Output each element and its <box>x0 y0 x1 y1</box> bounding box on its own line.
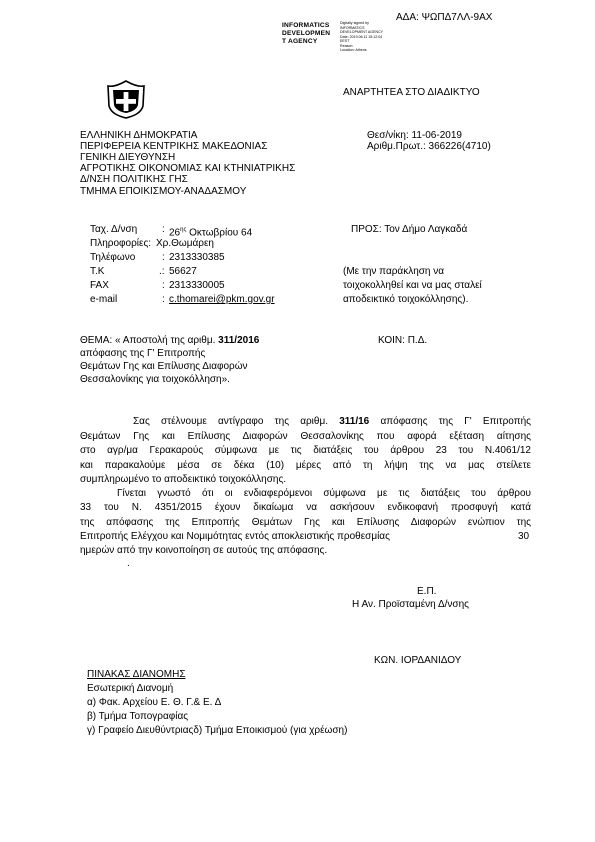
contact-address: $26^{\eta\varsigma}$ Οκτωβρίου 64 <box>169 227 253 239</box>
contact-sep: : <box>162 294 165 305</box>
signature-ep: Ε.Π. <box>417 586 437 597</box>
body-line: της απόφασης της Επιτροπής Θεμάτων Γης και Επίλυσης Διαφορών ενώπιον της <box>80 517 531 528</box>
distribution-item: β) Τμήμα Τοπογραφίας <box>87 711 189 722</box>
contact-label: Τηλέφωνο <box>90 252 136 263</box>
recipient-note-line: τοιχοκολληθεί και να μας σταλεί <box>343 280 482 291</box>
contact-label: Ταχ. Δ/νση <box>90 224 138 235</box>
recipient-note-line: (Με την παράκληση να <box>343 266 445 277</box>
subject-line: Θεμάτων Γης και Επίλυσης Διαφορών <box>80 361 248 372</box>
contact-info-person: Χρ.Θωμάρεη <box>156 238 214 249</box>
body-dot: . <box>127 558 130 569</box>
contact-label: Πληροφορίες: <box>90 238 152 249</box>
recipient: ΠΡΟΣ: Τον Δήμο Λαγκαδά <box>351 224 468 235</box>
stamp-left-line: DEVELOPMEN <box>282 30 331 37</box>
cc-line: ΚΟΙΝ: Π.Δ. <box>378 335 428 346</box>
stamp-right-line: DEVELOPMENT AGENCY <box>340 30 384 34</box>
contact-fax: 2313330005 <box>169 280 225 291</box>
header-line: ΑΓΡΟΤΙΚΗΣ ΟΙΚΟΝΟΜΙΑΣ ΚΑΙ ΚΤΗΝΙΑΤΡΙΚΗΣ <box>80 163 296 174</box>
distribution-item: γ) Γραφείο Διευθύντριαςδ) Τμήμα Εποικισμού (για χρέωση) <box>87 725 348 736</box>
distribution-subtitle: Εσωτερική Διανομή <box>87 683 174 694</box>
contact-sep: : <box>162 280 165 291</box>
body-line: 33 του Ν. 4351/2015 έχουν δικαίωμα να ασκήσουν ενδικοφανή προσφυγή κατά <box>80 502 531 513</box>
header-line: ΓΕΝΙΚΗ ΔΙΕΥΘΥΝΣΗ <box>80 152 176 163</box>
stamp-right-line: Reason: <box>340 43 354 48</box>
stamp-left-line: T AGENCY <box>282 38 318 45</box>
stamp-right-line: Digitally signed by <box>340 21 369 25</box>
body-line: Γίνεται γνωστό ότι οι ενδιαφερόμενοι σύμφωνα με τις διατάξεις του άρθρου <box>117 488 531 499</box>
stamp-left-line: INFORMATICS <box>282 22 330 29</box>
body-line: και παρακαλούμε μέσα σε δέκα (10) μέρες από τη λήψη της να μας στείλετε <box>80 460 531 471</box>
email-link[interactable]: c.thomarei@pkm.gov.gr <box>169 294 275 305</box>
deadline-days: 30 <box>518 531 530 542</box>
ada-code: ΑΔΑ: ΨΩΠΔ7ΛΛ-9ΑΧ <box>396 12 493 23</box>
header-line: ΠΕΡΙΦΕΡΕΙΑ ΚΕΝΤΡΙΚΗΣ ΜΑΚΕΔΟΝΙΑΣ <box>80 141 268 152</box>
distribution-item: α) Φακ. Αρχείου Ε. Θ. Γ.& Ε. Δ <box>87 697 222 708</box>
signature-name: ΚΩΝ. ΙΟΡΔΑΝΙΔΟΥ <box>374 655 462 666</box>
distribution-title: ΠΙΝΑΚΑΣ ΔΙΑΝΟΜΗΣ <box>87 669 186 680</box>
contact-sep: : <box>162 224 165 235</box>
body-line: Επιτροπής Ελέγχου και Νομιμότητας εντός αποκλειστικής προθεσμίας <box>80 531 390 542</box>
subject-line: Θεσσαλονίκης για τοιχοκόλληση». <box>80 374 230 385</box>
post-online-notice: ΑΝΑΡΤΗΤΕΑ ΣΤΟ ΔΙΑΔΙΚΤΥΟ <box>343 87 480 98</box>
greek-coat-of-arms-icon <box>106 78 146 125</box>
document-date: Θεσ/νίκη: 11-06-2019 <box>367 130 462 141</box>
signature-role: Η Αν. Προϊσταμένη Δ/νσης <box>352 599 469 610</box>
contact-postcode: 56627 <box>169 266 197 277</box>
contact-phone: 2313330385 <box>169 252 225 263</box>
body-line: ημερών από την κοινοποίηση σε αυτούς της απόφασης. <box>80 545 328 556</box>
contact-label: FAX <box>90 280 109 291</box>
body-line: Σας στέλνουμε αντίγραφο της αριθμ. 311/16 απόφασης της Γ' Επιτροπής <box>133 416 531 427</box>
stamp-right-line: EEST <box>340 39 350 43</box>
stamp-right-line: Location: Athens <box>340 48 367 52</box>
contact-sep: : <box>162 252 165 263</box>
stamp-right-line: Date: 2019.06.11 15:12:04 <box>340 34 383 39</box>
subject-line: απόφασης της Γ' Επιτροπής <box>80 348 206 359</box>
stamp-right-line: INFORMATICS <box>340 25 365 30</box>
contact-label: Τ.Κ <box>90 266 105 277</box>
body-line: Θεμάτων Γης και Επίλυσης Διαφορών Θεσσαλονίκης που αφορά εξέταση αίτησης <box>80 431 531 442</box>
recipient-note-line: αποδεικτικό τοιχοκόλλησης). <box>343 294 469 305</box>
protocol-number: Αριθμ.Πρωτ.: 366226(4710) <box>367 141 491 152</box>
subject-first-line: ΘΕΜΑ: « Αποστολή της αριθμ. 311/2016 <box>80 335 260 346</box>
contact-sep: .: <box>159 266 165 277</box>
body-line: συμπληρωμένο το αποδεικτικό τοιχοκόλλησης. <box>80 474 287 485</box>
header-line: Δ/ΝΣΗ ΠΟΛΙΤΙΚΗΣ ΓΗΣ <box>80 174 188 185</box>
contact-label: e-mail <box>90 294 118 305</box>
header-line: ΕΛΛΗΝΙΚΗ ΔΗΜΟΚΡΑΤΙΑ <box>80 130 198 141</box>
body-line: στο αγρ/μα Γερακαρούς σύμφωνα με τις διατάξεις του άρθρου 23 του Ν.4061/12 <box>80 445 531 456</box>
header-line: ΤΜΗΜΑ ΕΠΟΙΚΙΣΜΟΥ-ΑΝΑΔΑΣΜΟΥ <box>80 186 247 197</box>
